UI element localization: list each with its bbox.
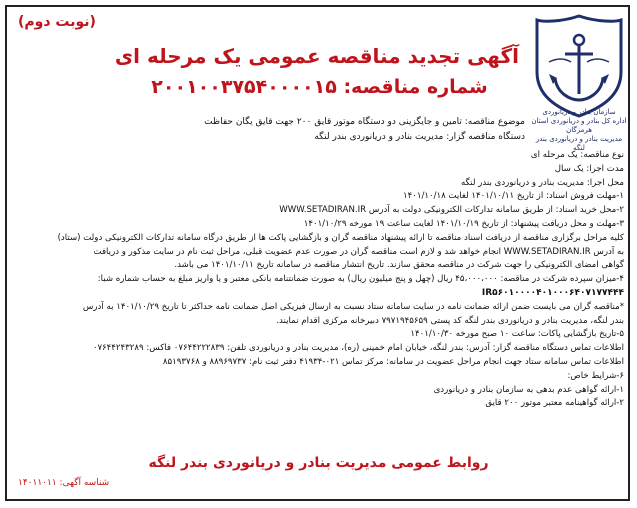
body-line: گواهی امضای الکترونیکی را جهت شرکت در مناقصه محقق سازند. تاریخ انتشار مناقصه در سامانه تاریخ ۱۴۰۱/۱۰/۱۱ می باشد. (174, 260, 624, 271)
body-line: محل اجرا: مدیریت بنادر و دریانوردی بندر لنگه (460, 177, 624, 188)
body-line: ۵-تاریخ بازگشایی پاکات: ساعت ۱۰ صبح مورخه ۱۴۰۱/۱۰/۳۰ (410, 329, 624, 340)
body-line: ۱-ارائه گواهی عدم بدهی به سازمان بنادر و دریانوردی (433, 384, 624, 395)
logo-caption-line: سازمان بنادر و دریانوردی (542, 108, 616, 116)
round-label: (نوبت دوم) (18, 14, 96, 30)
body-line: نوع مناقصه: یک مرحله ای (530, 150, 624, 160)
body-line: ۴-میزان سپرده شرکت در مناقصه: ۴۵،۰۰۰،۰۰۰ ریال (چهل و پنج میلیون ریال) به صورت ضمانتنامه بانکی معتبر و یا واریز مبلغ به حساب شماره شبا: (97, 274, 624, 285)
body-line: مدت اجرا: یک سال (554, 163, 624, 174)
tender-subject: موضوع مناقصه: تامین و جایگزینی دو دستگاه موتور قایق ۲۰۰ جهت قایق یگان حفاظت (204, 117, 525, 127)
body-line: ۱-مهلت فروش اسناد: از تاریخ ۱۴۰۱/۱۰/۱۱ لغایت ۱۴۰۱/۱۰/۱۸ (402, 191, 624, 202)
notice-body (13, 149, 624, 411)
body-line: اطلاعات تماس دستگاه مناقصه گزار: آدرس: بندر لنگه، خیابان امام خمینی (ره)، مدیریت بنادر و دریانوردی تلفن: ۰۷۶۴۴۲۲۲۸۳۹ فاکس: ۰۷۶۴۴۲۴۳۲۸۹ (92, 343, 624, 354)
logo-caption-line: مدیریت بنادر و دریانوردی بندر لنگه (535, 135, 623, 152)
body-line: به آدرس WWW.SETADIRAN.IR انجام خواهد شد و لازم است مناقصه گران در صورت عدم عضویت قبلی، مراحل ثبت نام در سایت مذکور و دریافت (93, 246, 624, 257)
notice-title: آگهی تجدید مناقصه عمومی یک مرحله ای (114, 44, 519, 68)
iban-line: IR۵۶۰۱۰۰۰۰۴۰۱۰۰۰۶۴۰۷۱۷۷۴۴۴ (481, 287, 624, 298)
body-line: ۶-شرایط خاص: (567, 370, 624, 381)
tender-organizer: دستگاه مناقصه گزار: مدیریت بنادر و دریانوردی بندر لنگه (314, 132, 525, 142)
logo-caption-line: اداره کل بنادر و دریانوردی استان هرمزگان (531, 117, 627, 134)
footer-org: روابط عمومی مدیریت بنادر و دریانوردی بندر لنگه (148, 455, 489, 471)
body-line: ۲-محل خرید اسناد: از طریق سامانه تدارکات الکترونیکی دولت به آدرس WWW.SETADIRAN.IR (279, 205, 624, 216)
tender-number: شماره مناقصه: ۲۰۰۱۰۰۳۷۵۴۰۰۰۰۱۵ (151, 76, 488, 98)
body-line: کلیه مراحل برگزاری مناقصه از دریافت اسناد مناقصه تا ارائه پیشنهاد مناقصه گران و بازگشایی پاکت ها از طریق درگاه سامانه تدارکات الکترونیکی دولت (ستاد) (57, 232, 624, 243)
body-line: اطلاعات تماس سامانه ستاد جهت انجام مراحل عضویت در سامانه: مرکز تماس ۰۲۱-۴۱۹۳۴ دفتر ثبت نام: ۸۸۹۶۹۷۳۷ و ۸۵۱۹۳۷۶۸ (162, 356, 624, 367)
ad-id: شناسه آگهی: ۱۴۰۱۱۰۱۱ (18, 478, 110, 488)
body-line: ۳-مهلت و محل دریافت پیشنهاد: از تاریخ ۱۴۰۱/۱۰/۱۹ لغایت ساعت ۱۹ مورخه ۱۴۰۱/۱۰/۲۹ (303, 218, 624, 229)
logo-caption (529, 108, 629, 153)
body-line: بندر لنگه، مدیریت بنادر و دریانوردی بندر لنگه کد پستی ۷۹۷۱۹۴۵۶۵۹ دبیرخانه مرکزی اقدام نمایند. (276, 315, 624, 326)
body-line: ۲-ارائه گواهینامه معتبر موتور ۲۰۰ قایق (485, 398, 624, 409)
body-line: *مناقصه گران می بایست ضمن ارائه ضمانت نامه در سایت سامانه ستاد نسبت به ارسال فیزیکی اصل ضمانت نامه حداکثر تا تاریخ ۱۴۰۱/۱۰/۲۹ به آدرس (82, 301, 624, 312)
